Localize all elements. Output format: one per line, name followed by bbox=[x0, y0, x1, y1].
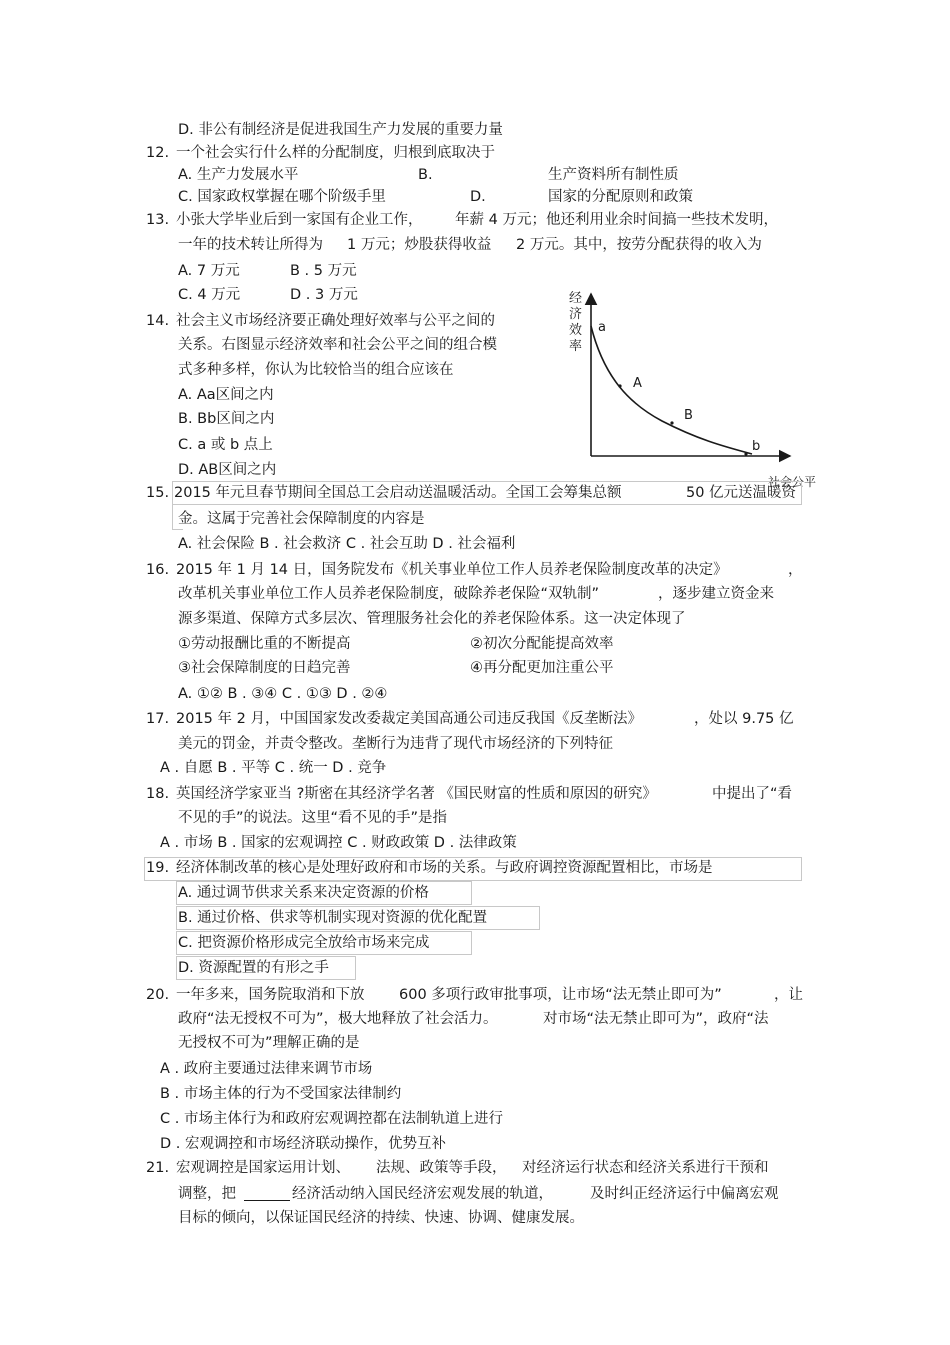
q16-item2: ②初次分配能提高效率 bbox=[470, 636, 614, 652]
q15-line1a: 2015 年元旦春节期间全国总工会启动送温暖活动。全国工会筹集总额 bbox=[174, 485, 622, 501]
q13-line1b: 年薪 4 万元；他还利用业余时间搞一些技术发明， bbox=[455, 212, 778, 228]
point-label-b-small: b bbox=[752, 439, 761, 454]
q16-item4: ④再分配更加注重公平 bbox=[470, 660, 614, 676]
q13-number: 13. bbox=[146, 212, 170, 228]
q15-options: A. 社会保险 B . 社会救济 C . 社会互助 D . 社会福利 bbox=[178, 536, 516, 552]
q16-line2a: 改革机关事业单位工作人员养老保险制度，破除养老保险“双轨制” bbox=[178, 586, 600, 602]
q15-line1b: 50 亿元送温暖资 bbox=[686, 485, 797, 501]
q21-line2a: 调整，把 bbox=[178, 1186, 236, 1202]
q20-line1a: 一年多来，国务院取消和下放 bbox=[176, 987, 365, 1003]
q17-options: A . 自愿 B . 平等 C . 统一 D . 竞争 bbox=[160, 760, 387, 776]
q13-line1a: 小张大学毕业后到一家国有企业工作， bbox=[176, 212, 423, 228]
q14-line2: 关系。右图显示经济效率和社会公平之间的组合模 bbox=[178, 337, 497, 353]
q13-line2a: 一年的技术转让所得为 bbox=[178, 237, 323, 253]
q21-fill-blank bbox=[244, 1186, 290, 1201]
q19-option-b: B. 通过价格、供求等机制实现对资源的优化配置 bbox=[178, 910, 488, 926]
q13-option-d: D . 3 万元 bbox=[290, 287, 358, 303]
y-label-char-1: 经 bbox=[569, 291, 583, 306]
point-B-dot bbox=[670, 421, 673, 424]
q16-item1: ①劳动报酬比重的不断提高 bbox=[178, 636, 351, 652]
q21-line3: 目标的倾向，以保证国民经济的持续、快速、协调、健康发展。 bbox=[178, 1210, 584, 1226]
q20-number: 20. bbox=[146, 987, 170, 1003]
q15-number: 15. bbox=[146, 485, 170, 501]
q19-option-d: D. 资源配置的有形之手 bbox=[178, 960, 329, 976]
q11-option-d: D. 非公有制经济是促进我国生产力发展的重要力量 bbox=[178, 122, 503, 138]
q21-line1a: 宏观调控是国家运用计划、 bbox=[176, 1160, 350, 1176]
q13-option-c: C. 4 万元 bbox=[178, 287, 241, 303]
point-label-B: B bbox=[684, 408, 693, 423]
q16-options: A. ①② B . ③④ C . ①③ D . ②④ bbox=[178, 686, 388, 702]
q14-option-c: C. a 或 b 点上 bbox=[178, 437, 273, 453]
q21-line2c: 及时纠正经济运行中偏离宏观 bbox=[590, 1186, 779, 1202]
q17-line2: 美元的罚金，并责令整改。垄断行为违背了现代市场经济的下列特征 bbox=[178, 736, 613, 752]
efficiency-fairness-graph bbox=[562, 286, 822, 491]
q12-option-d-text: 国家的分配原则和政策 bbox=[548, 189, 693, 205]
point-A-dot bbox=[618, 384, 621, 387]
q20-option-a: A . 政府主要通过法律来调节市场 bbox=[160, 1061, 373, 1077]
q16-line1b: ， bbox=[788, 562, 803, 578]
q18-line2: 不见的手”的说法。这里“看不见的手”是指 bbox=[178, 810, 448, 826]
q21-line1c: 对经济运行状态和经济关系进行干预和 bbox=[522, 1160, 769, 1176]
q16-line1a: 2015 年 1 月 14 日，国务院发布《机关事业单位工作人员养老保险制度改革的决定》 bbox=[176, 562, 728, 578]
x-axis-label: 社会公平 bbox=[768, 475, 817, 489]
q12-option-d-label: D. bbox=[470, 189, 486, 205]
q20-line1c: ，让 bbox=[774, 987, 803, 1003]
q12-number: 12. bbox=[146, 145, 170, 161]
q12-option-a: A. 生产力发展水平 bbox=[178, 167, 299, 183]
q17-line1b: ，处以 9.75 亿 bbox=[694, 711, 794, 727]
q19-number: 19. bbox=[146, 860, 170, 876]
q16-line3: 源多渠道、保障方式多层次、管理服务社会化的养老保险体系。这一决定体现了 bbox=[178, 611, 686, 627]
q16-item3: ③社会保障制度的日趋完善 bbox=[178, 660, 351, 676]
q21-line2b: 经济活动纳入国民经济宏观发展的轨道， bbox=[292, 1186, 553, 1202]
q12-option-b-text: 生产资料所有制性质 bbox=[548, 167, 679, 183]
q13-option-a: A. 7 万元 bbox=[178, 263, 240, 279]
tradeoff-curve bbox=[591, 326, 752, 454]
q20-option-c: C . 市场主体行为和政府宏观调控都在法制轨道上进行 bbox=[160, 1111, 503, 1127]
q14-line1: 社会主义市场经济要正确处理好效率与公平之间的 bbox=[176, 313, 495, 329]
q15-line2: 金。这属于完善社会保障制度的内容是 bbox=[178, 511, 425, 527]
q13-line2c: 2 万元。其中，按劳分配获得的收入为 bbox=[516, 237, 762, 253]
q12-option-b-label: B. bbox=[418, 167, 433, 183]
q14-option-d: D. AB区间之内 bbox=[178, 462, 277, 478]
q19-option-c: C. 把资源价格形成完全放给市场来完成 bbox=[178, 935, 430, 951]
point-label-a-small: a bbox=[598, 320, 606, 335]
q20-line3: 无授权不可为”理解正确的是 bbox=[178, 1035, 360, 1051]
q20-option-b: B . 市场主体的行为不受国家法律制约 bbox=[160, 1086, 402, 1102]
q20-option-d: D . 宏观调控和市场经济联动操作，优势互补 bbox=[160, 1136, 446, 1152]
q20-line2a: 政府“法无授权不可为”，极大地释放了社会活力。 bbox=[178, 1011, 498, 1027]
q18-options: A . 市场 B . 国家的宏观调控 C . 财政政策 D . 法律政策 bbox=[160, 835, 517, 851]
y-label-char-3: 效 bbox=[569, 323, 583, 338]
q16-number: 16. bbox=[146, 562, 170, 578]
q19-stem: 经济体制改革的核心是处理好政府和市场的关系。与政府调控资源配置相比，市场是 bbox=[176, 860, 713, 876]
q18-line1b: 中提出了“看 bbox=[712, 786, 793, 802]
q13-line2b: 1 万元；炒股获得收益 bbox=[347, 237, 492, 253]
y-label-char-2: 济 bbox=[569, 307, 583, 322]
q14-number: 14. bbox=[146, 313, 170, 329]
point-b-dot bbox=[744, 452, 747, 455]
q12-stem: 一个社会实行什么样的分配制度，归根到底取决于 bbox=[176, 145, 495, 161]
point-label-A: A bbox=[633, 376, 642, 391]
q17-number: 17. bbox=[146, 711, 170, 727]
q19-option-a: A. 通过调节供求关系来决定资源的价格 bbox=[178, 885, 429, 901]
q17-line1a: 2015 年 2 月，中国国家发改委裁定美国高通公司违反我国《反垄断法》 bbox=[176, 711, 642, 727]
q12-option-c: C. 国家政权掌握在哪个阶级手里 bbox=[178, 189, 386, 205]
q20-line2b: 对市场“法无禁止即可为”，政府“法 bbox=[543, 1011, 769, 1027]
q18-number: 18. bbox=[146, 786, 170, 802]
q14-option-a: A. Aa区间之内 bbox=[178, 387, 274, 403]
y-label-char-4: 率 bbox=[569, 339, 583, 354]
q21-line1b: 法规、政策等手段， bbox=[376, 1160, 507, 1176]
q21-number: 21. bbox=[146, 1160, 170, 1176]
q18-line1a: 英国经济学家亚当 ?斯密在其经济学名著 《国民财富的性质和原因的研究》 bbox=[176, 786, 657, 802]
q20-line1b: 600 多项行政审批事项，让市场“法无禁止即可为” bbox=[399, 987, 722, 1003]
q16-line2b: ，逐步建立资金来 bbox=[658, 586, 774, 602]
q14-option-b: B. Bb区间之内 bbox=[178, 411, 275, 427]
q13-option-b: B . 5 万元 bbox=[290, 263, 357, 279]
q14-line3: 式多种多样，你认为比较恰当的组合应该在 bbox=[178, 362, 454, 378]
